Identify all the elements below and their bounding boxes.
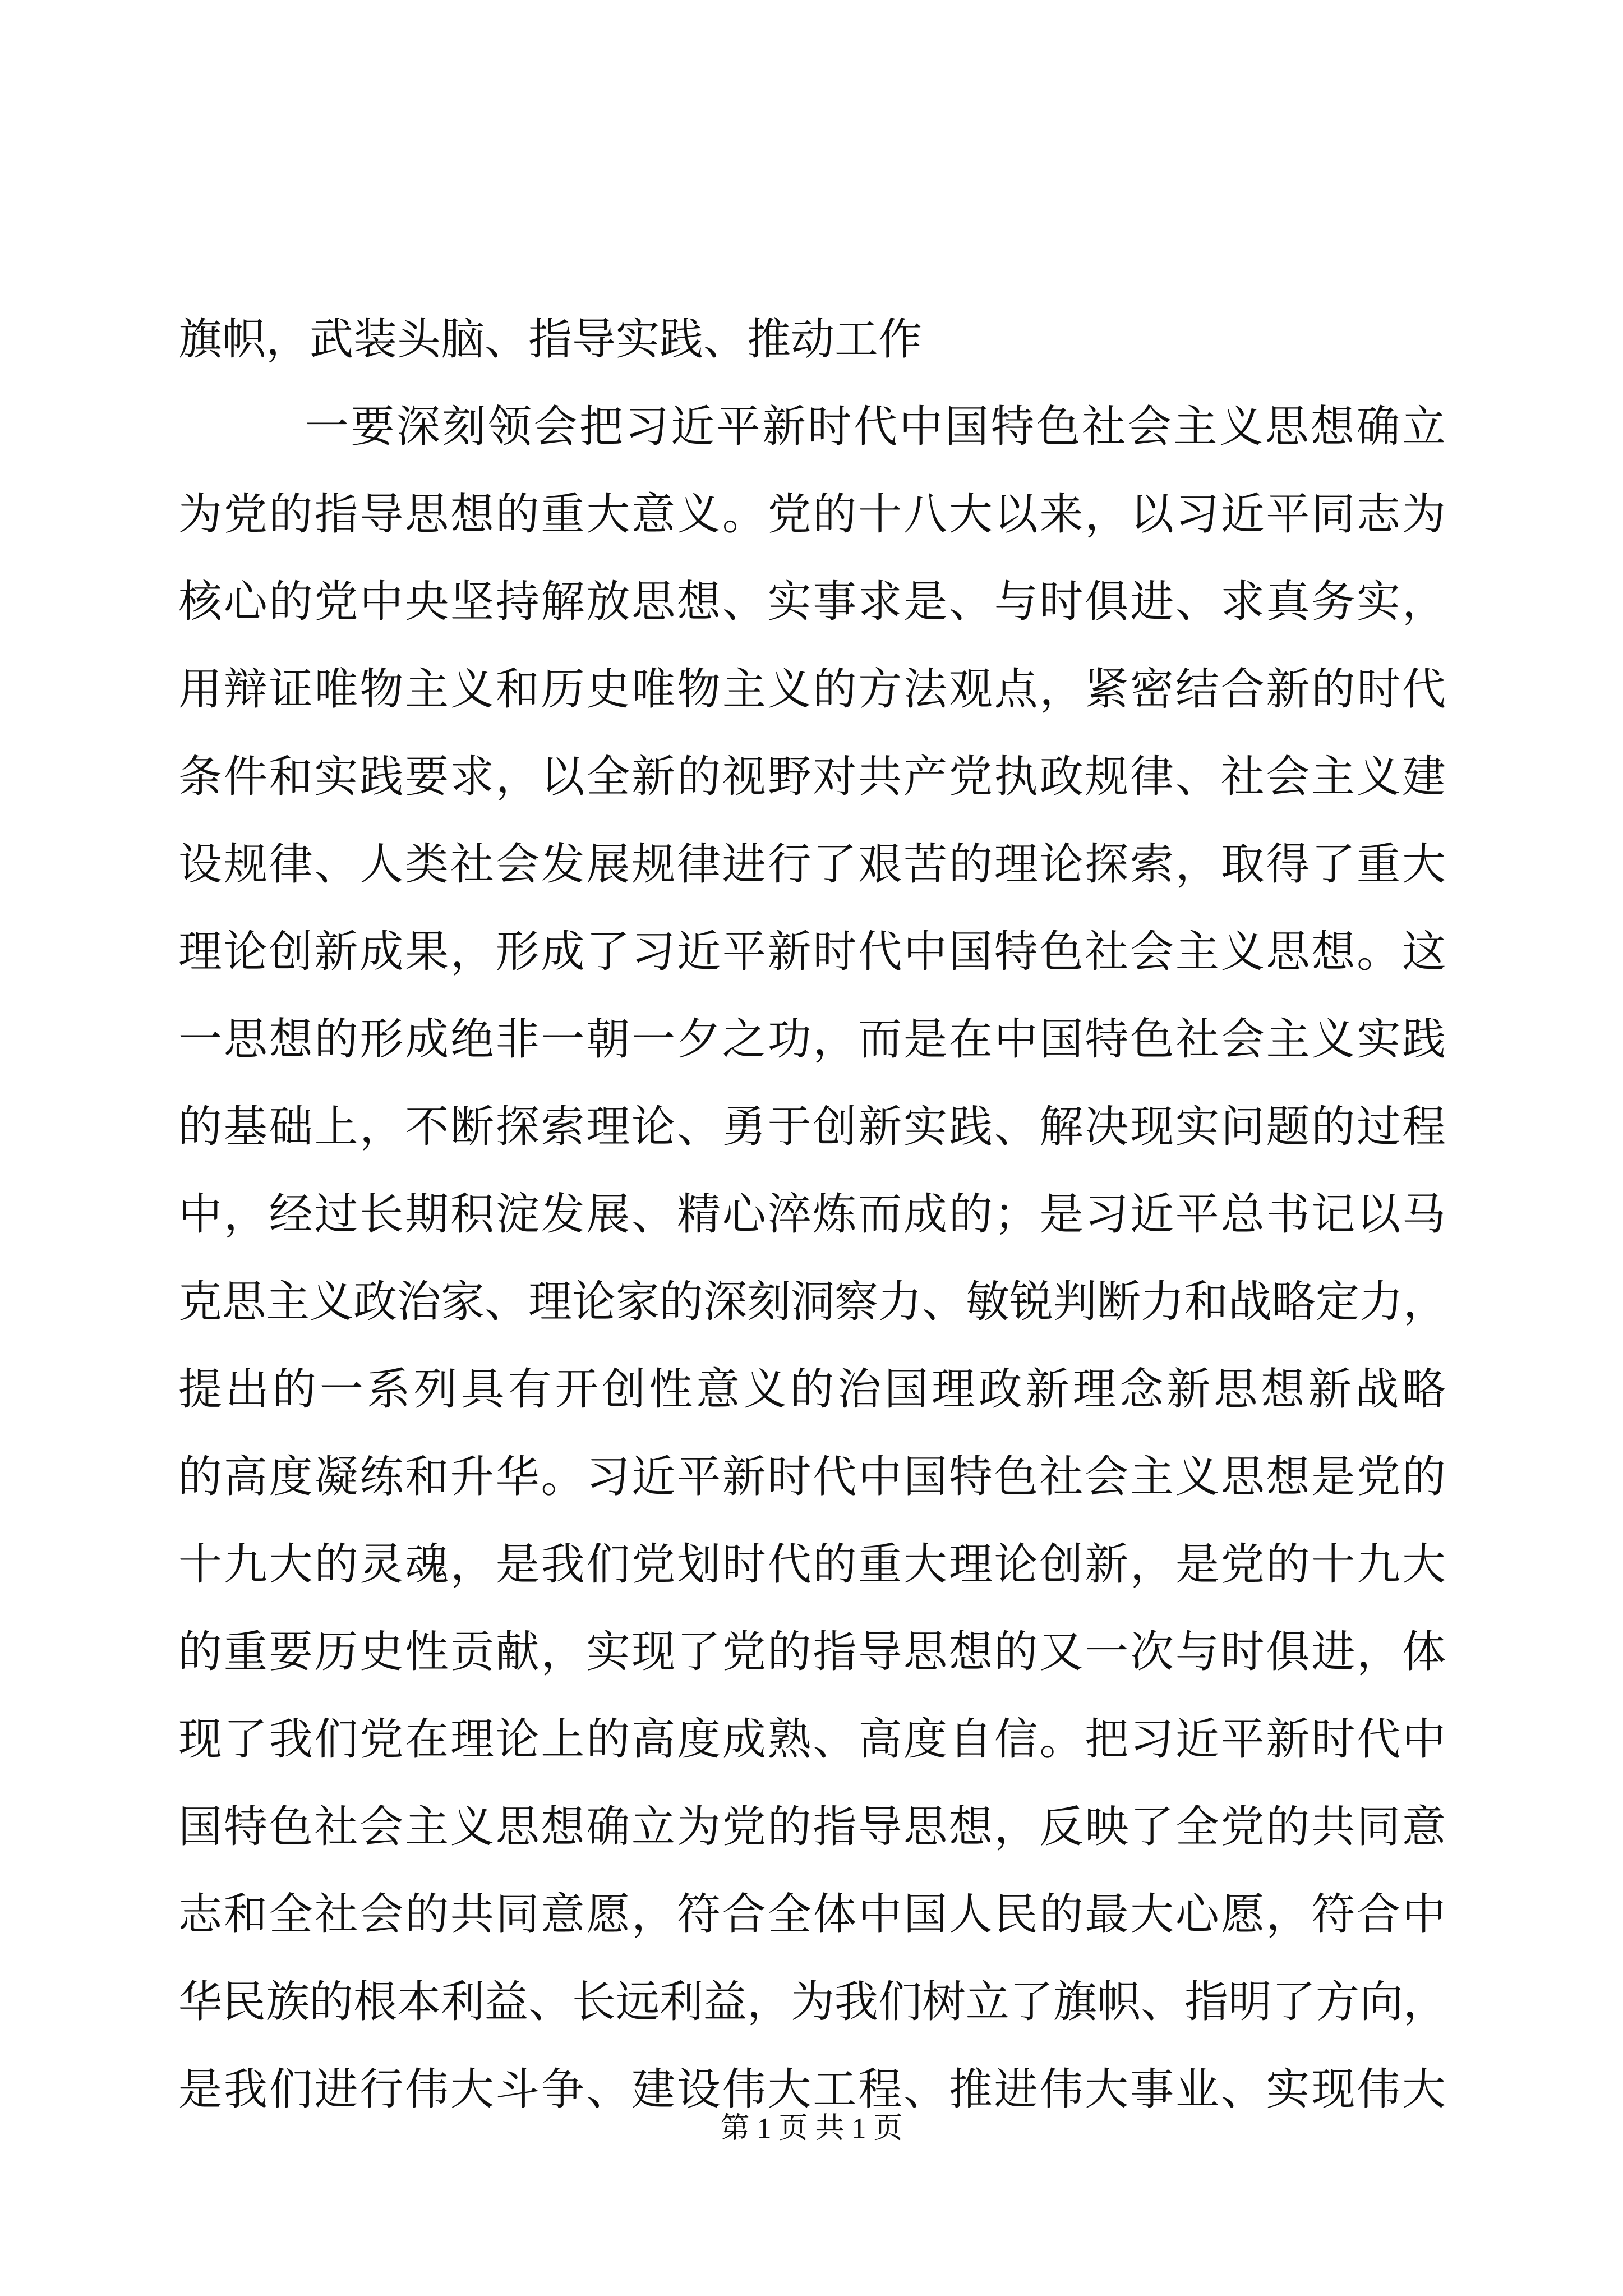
text-line-3: 为党的指导思想的重大意义。党的十八大以来，以习近平同志为	[178, 489, 1446, 540]
text-line-1: 旗帜，武装头脑、指导实践、推动工作	[178, 314, 923, 365]
text-line-8: 理论创新成果，形成了习近平新时代中国特色社会主义思想。这	[178, 927, 1446, 977]
text-line-5: 用辩证唯物主义和历史唯物主义的方法观点，紧密结合新的时代	[178, 664, 1446, 715]
text-line-17: 现了我们党在理论上的高度成熟、高度自信。把习近平新时代中	[178, 1714, 1446, 1765]
text-line-13: 提出的一系列具有开创性意义的治国理政新理念新思想新战略	[178, 1364, 1446, 1415]
text-line-2: 一要深刻领会把习近平新时代中国特色社会主义思想确立	[305, 402, 1446, 452]
document-body	[178, 296, 1446, 2133]
text-line-9: 一思想的形成绝非一朝一夕之功，而是在中国特色社会主义实践	[178, 1014, 1446, 1065]
text-line-14: 的高度凝练和升华。习近平新时代中国特色社会主义思想是党的	[178, 1452, 1446, 1502]
text-line-6: 条件和实践要求，以全新的视野对共产党执政规律、社会主义建	[178, 752, 1446, 802]
text-line-10: 的基础上，不断探索理论、勇于创新实践、解决现实问题的过程	[178, 1102, 1446, 1152]
text-line-18: 国特色社会主义思想确立为党的指导思想，反映了全党的共同意	[178, 1802, 1446, 1852]
text-line-16: 的重要历史性贡献，实现了党的指导思想的又一次与时俱进，体	[178, 1627, 1446, 1677]
text-line-12: 克思主义政治家、理论家的深刻洞察力、敏锐判断力和战略定力，	[178, 1277, 1447, 1327]
text-line-21: 是我们进行伟大斗争、建设伟大工程、推进伟大事业、实现伟大	[178, 2064, 1446, 2115]
page-footer	[0, 2106, 1623, 2151]
text-line-4: 核心的党中央坚持解放思想、实事求是、与时俱进、求真务实，	[178, 577, 1446, 627]
text-line-20: 华民族的根本利益、长远利益，为我们树立了旗帜、指明了方向，	[178, 1977, 1447, 2027]
text-line-19: 志和全社会的共同意愿，符合全体中国人民的最大心愿，符合中	[178, 1889, 1446, 1940]
text-line-15: 十九大的灵魂，是我们党划时代的重大理论创新，是党的十九大	[178, 1539, 1446, 1590]
text-line-11: 中，经过长期积淀发展、精心淬炼而成的；是习近平总书记以马	[178, 1189, 1446, 1240]
text-line-7: 设规律、人类社会发展规律进行了艰苦的理论探索，取得了重大	[178, 839, 1446, 890]
page-number-label: 第 1 页 共 1 页	[720, 2113, 903, 2145]
